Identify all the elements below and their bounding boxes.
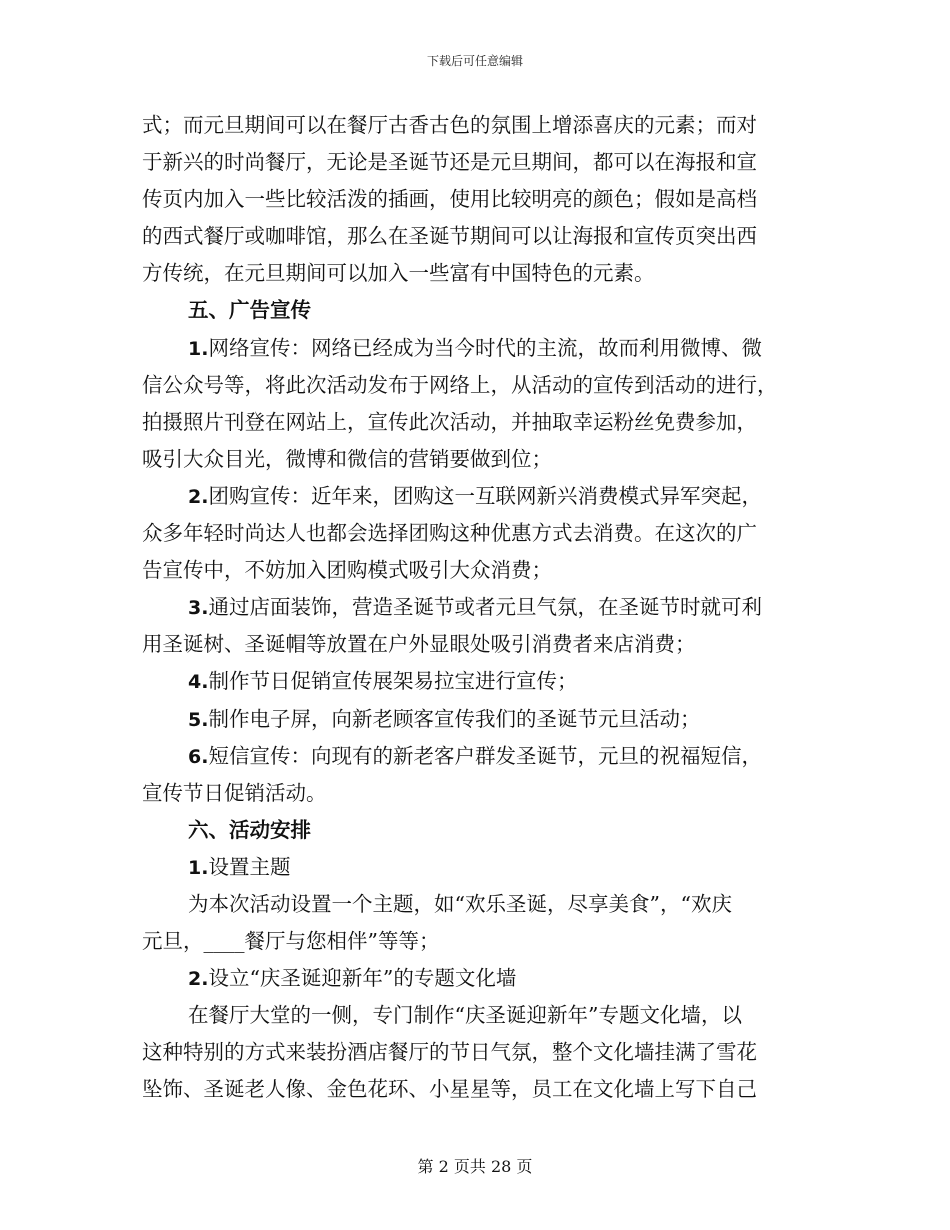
paragraph-line: 信公众号等，将此次活动发布于网络上，从活动的宣传到活动的进行，	[142, 372, 778, 397]
paragraph-line: 方传统，在元旦期间可以加入一些富有中国特色的元素。	[142, 261, 655, 286]
page-footer: 第 2 页共 28 页	[417, 1157, 533, 1176]
paragraph-line: 用圣诞树、圣诞帽等放置在户外显眼处吸引消费者来店消费；	[142, 632, 696, 657]
paragraph-line: 宣传节日促销活动。	[142, 780, 327, 805]
list-number: 1.	[188, 856, 209, 879]
list-number: 5.	[188, 708, 209, 731]
list-item-text: 制作节日促销宣传展架易拉宝进行宣传；	[208, 669, 578, 694]
paragraph-line: 这种特别的方式来装扮酒店餐厅的节日气氛，整个文化墙挂满了雪花	[142, 1040, 757, 1065]
list-number: 1.	[188, 337, 209, 360]
list-item-text: 网络宣传：网络已经成为当今时代的主流，故而利用微博、微	[208, 335, 762, 360]
list-number: 6.	[188, 745, 209, 768]
list-item-text: 制作电子屏，向新老顾客宣传我们的圣诞节元旦活动；	[208, 706, 701, 731]
section-heading-advertising: 五、广告宣传	[188, 298, 311, 323]
paragraph-line: 拍摄照片刊登在网站上，宣传此次活动，并抽取幸运粉丝免费参加，	[142, 409, 757, 434]
paragraph-line: 吸引大众目光，微博和微信的营销要做到位；	[142, 446, 552, 471]
list-item	[142, 478, 812, 515]
paragraph-line: 元旦，____餐厅与您相伴”等等；	[142, 929, 440, 954]
list-item	[142, 589, 812, 626]
list-number: 2.	[188, 485, 209, 508]
list-item-text: 短信宣传：向现有的新老客户群发圣诞节，元旦的祝福短信，	[208, 743, 762, 768]
paragraph-line: 为本次活动设置一个主题，如“欢乐圣诞，尽享美食”，“欢庆	[188, 891, 732, 916]
paragraph-line: 坠饰、圣诞老人像、金色花环、小星星等，员工在文化墙上写下自己	[142, 1077, 757, 1102]
list-item-text: 设立“庆圣诞迎新年”的专题文化墙	[208, 966, 517, 991]
paragraph-line: 的西式餐厅或咖啡馆，那么在圣诞节期间可以让海报和宣传页突出西	[142, 224, 757, 249]
list-number: 4.	[188, 671, 209, 694]
list-number: 3.	[188, 597, 209, 620]
list-item	[142, 663, 812, 700]
section-heading-activity-arrangement: 六、活动安排	[188, 817, 311, 842]
paragraph-line: 式；而元旦期间可以在餐厅古香古色的氛围上增添喜庆的元素；而对	[142, 113, 757, 137]
list-number: 2.	[188, 968, 209, 991]
list-item	[142, 701, 812, 738]
list-item	[142, 960, 812, 997]
list-item	[142, 330, 812, 367]
list-item	[142, 849, 812, 886]
paragraph-line: 在餐厅大堂的一侧，专门制作“庆圣诞迎新年”专题文化墙，以	[188, 1003, 742, 1028]
list-item-text: 团购宣传：近年来，团购这一互联网新兴消费模式异军突起，	[208, 483, 762, 508]
paragraph-line: 传页内加入一些比较活泼的插画，使用比较明亮的颜色；假如是高档	[142, 187, 757, 212]
list-item-text: 通过店面装饰，营造圣诞节或者元旦气氛，在圣诞节时就可利	[208, 595, 762, 620]
paragraph-line: 众多年轻时尚达人也都会选择团购这种优惠方式去消费。在这次的广	[142, 521, 757, 546]
document-body	[142, 107, 812, 1109]
paragraph-line: 于新兴的时尚餐厅，无论是圣诞节还是元旦期间，都可以在海报和宣	[142, 150, 757, 175]
paragraph-line: 告宣传中，不妨加入团购模式吸引大众消费；	[142, 558, 552, 583]
page-header: 下载后可任意编辑	[426, 54, 523, 68]
list-item-text: 设置主题	[208, 854, 291, 879]
list-item	[142, 738, 812, 775]
